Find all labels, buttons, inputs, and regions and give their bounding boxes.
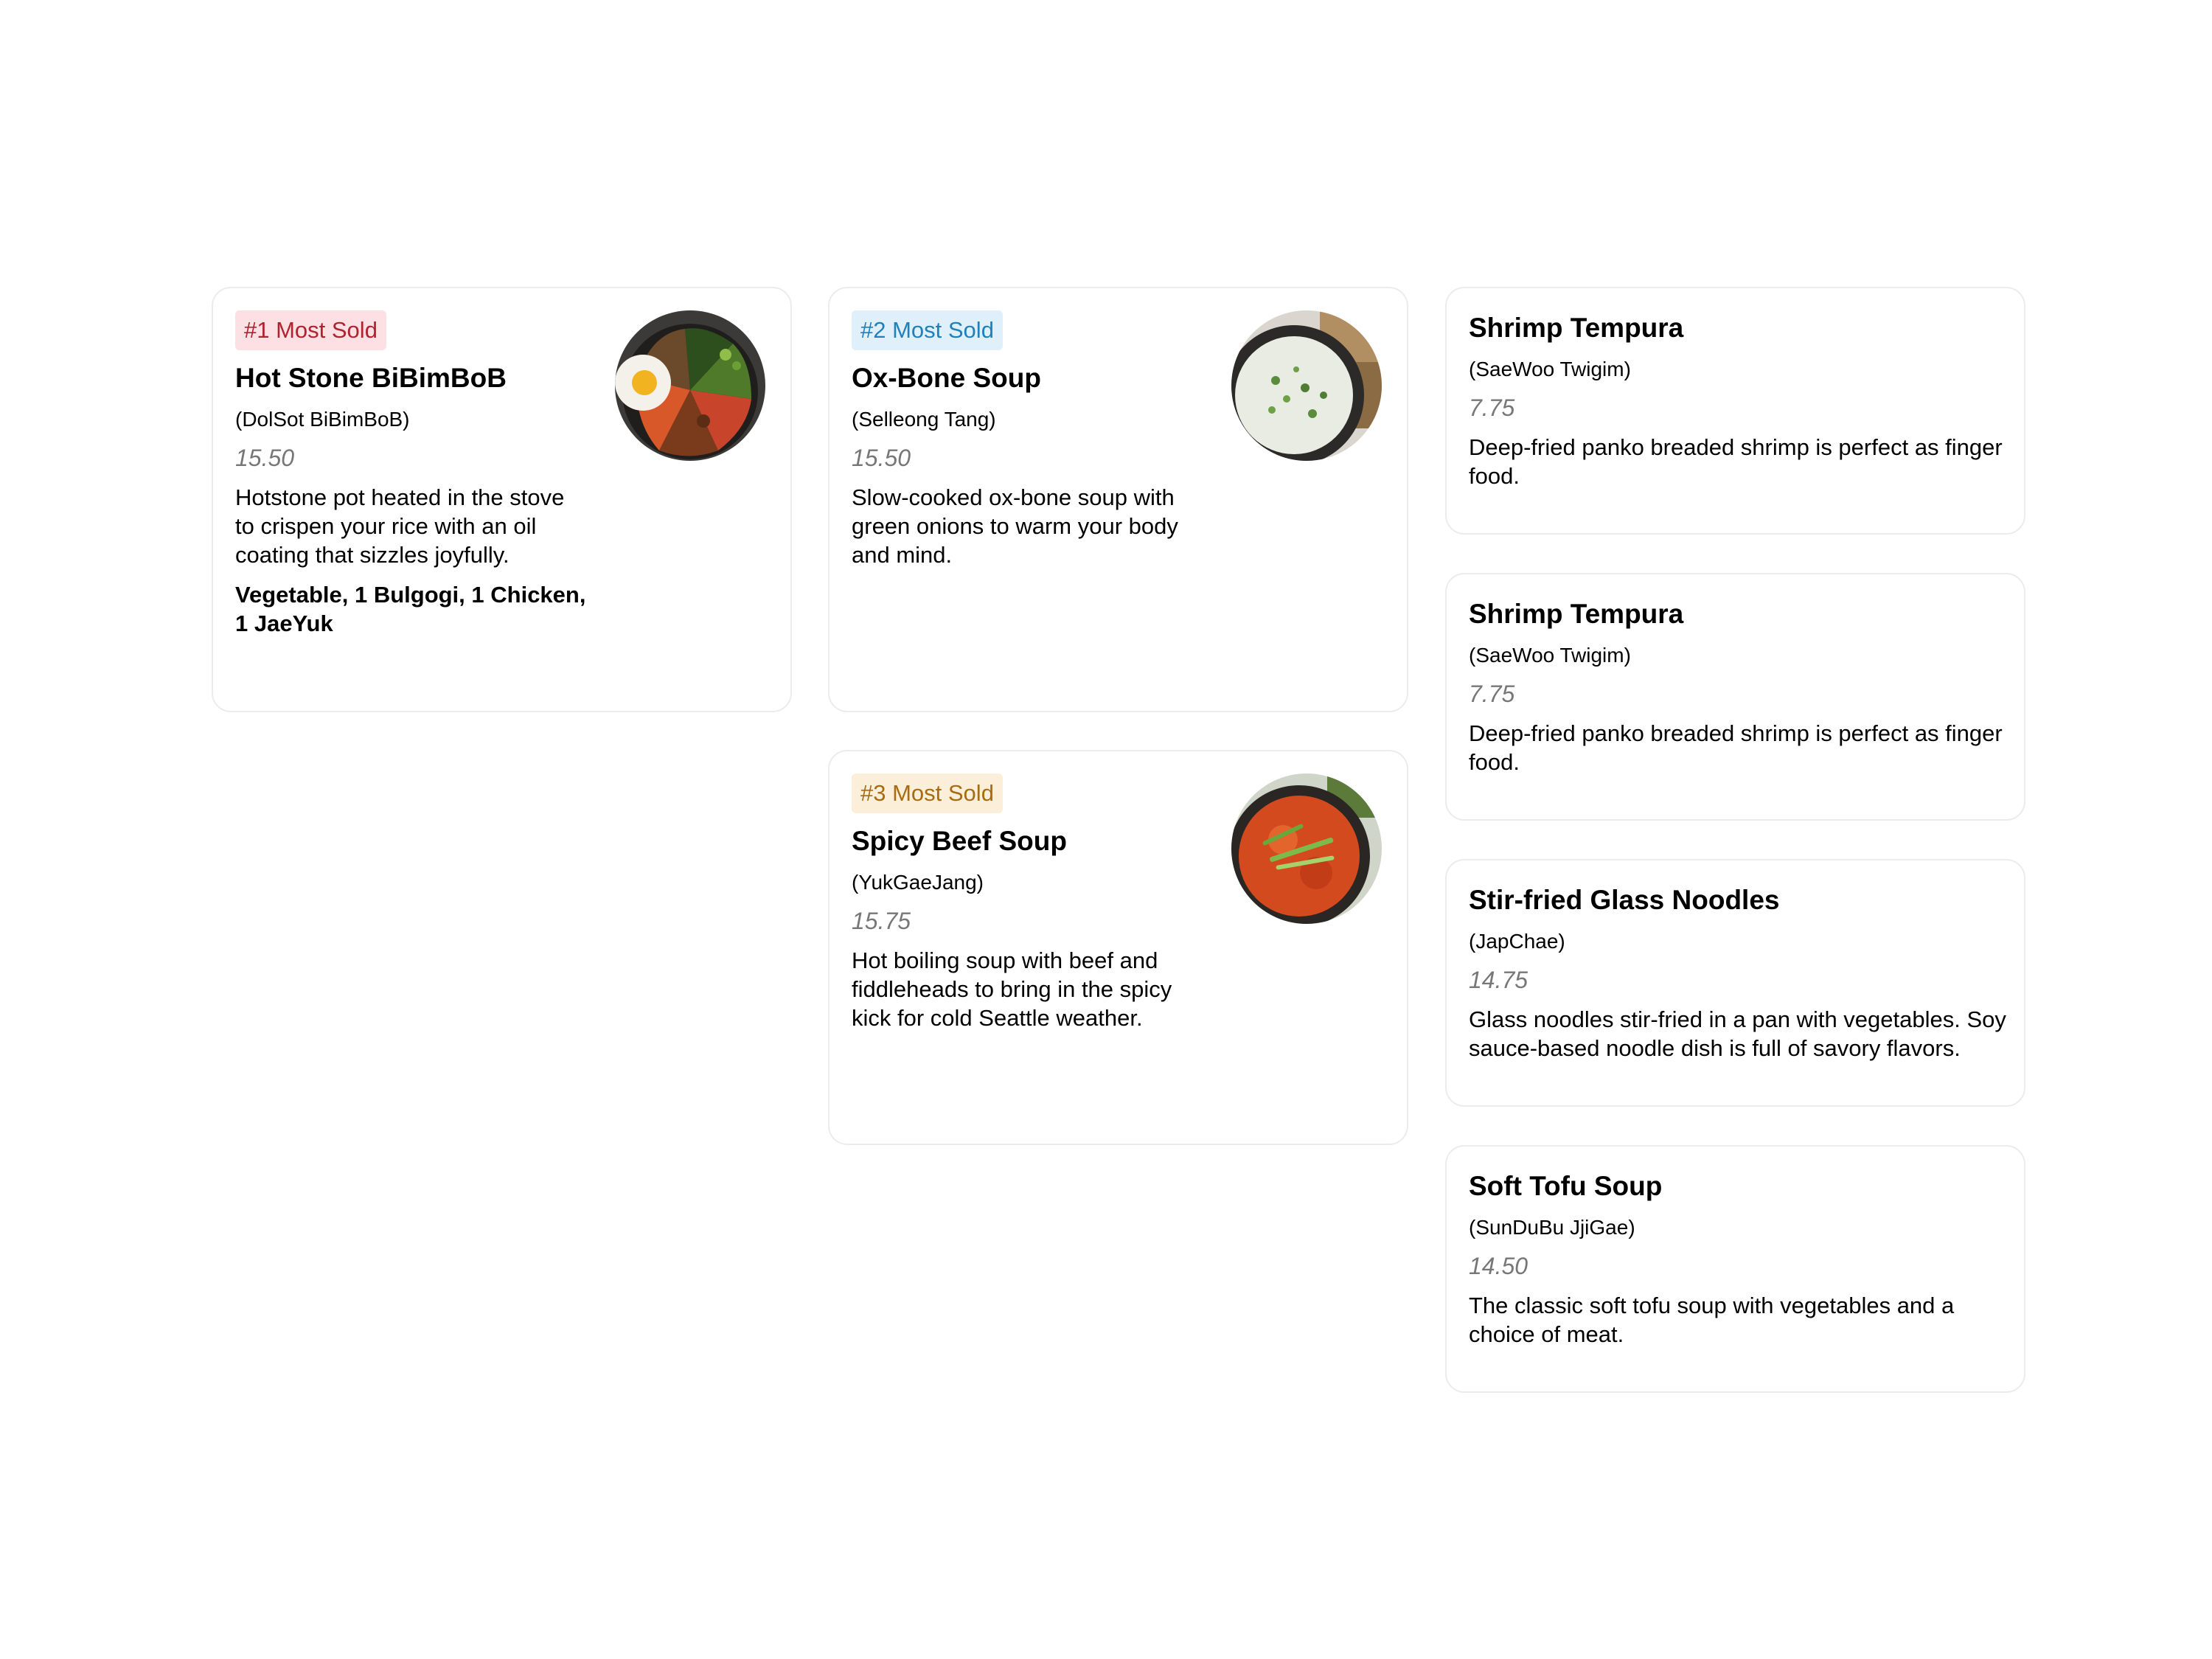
dish-price: 15.50 xyxy=(852,445,911,471)
menu-card-hot-stone-bibimbob[interactable] xyxy=(212,287,792,712)
most-sold-badge: #2 Most Sold xyxy=(852,310,1003,350)
dish-description: The classic soft tofu soup with vegetables and a choice of meat. xyxy=(1469,1293,1955,1347)
dish-price: 14.50 xyxy=(1469,1253,1528,1279)
dish-name: Hot Stone BiBimBoB xyxy=(235,363,507,393)
menu-card-shrimp-tempura[interactable] xyxy=(1445,573,2025,821)
dish-description: Slow-cooked ox-bone soup with green onions to warm your body and mind. xyxy=(852,484,1178,568)
dish-description: Deep-fried panko breaded shrimp is perfect as finger food. xyxy=(1469,434,2003,489)
menu-card-shrimp-tempura[interactable] xyxy=(1445,287,2025,535)
dish-description: Hotstone pot heated in the stove to crispen your rice with an oil coating that sizzles joyfully. xyxy=(235,484,565,568)
dish-name: Shrimp Tempura xyxy=(1469,599,1684,629)
dish-korean-name: (SunDuBu JjiGae) xyxy=(1469,1216,1635,1239)
dish-name: Ox-Bone Soup xyxy=(852,363,1041,393)
dish-korean-name: (Selleong Tang) xyxy=(852,408,996,431)
dish-options: Vegetable, 1 Bulgogi, 1 Chicken, 1 JaeYuk xyxy=(235,582,586,636)
dish-price: 7.75 xyxy=(1469,394,1515,421)
dish-price: 7.75 xyxy=(1469,681,1515,707)
dish-description: Glass noodles stir-fried in a pan with vegetables. Soy sauce-based noodle dish is full of savory flavors. xyxy=(1469,1006,2006,1061)
most-sold-badge: #3 Most Sold xyxy=(852,773,1003,813)
menu-card-ox-bone-soup[interactable] xyxy=(828,287,1408,712)
dish-description: Hot boiling soup with beef and fiddleheads to bring in the spicy kick for cold Seattle weather. xyxy=(852,947,1172,1031)
spicy-beef-soup-photo xyxy=(1231,773,1382,924)
dish-price: 15.75 xyxy=(852,908,911,934)
dish-price: 14.75 xyxy=(1469,967,1528,993)
bibimbap-photo xyxy=(615,310,765,461)
dish-korean-name: (SaeWoo Twigim) xyxy=(1469,644,1631,667)
dish-price: 15.50 xyxy=(235,445,295,471)
dish-name: Spicy Beef Soup xyxy=(852,826,1067,856)
menu-card-soft-tofu-soup[interactable] xyxy=(1445,1145,2025,1393)
menu-card-stir-fried-glass-noodles[interactable] xyxy=(1445,859,2025,1107)
dish-korean-name: (DolSot BiBimBoB) xyxy=(235,408,410,431)
dish-name: Soft Tofu Soup xyxy=(1469,1171,1663,1201)
dish-name: Shrimp Tempura xyxy=(1469,313,1684,343)
dish-korean-name: (SaeWoo Twigim) xyxy=(1469,358,1631,380)
most-sold-badge: #1 Most Sold xyxy=(235,310,386,350)
dish-korean-name: (JapChae) xyxy=(1469,930,1565,953)
ox-bone-soup-photo xyxy=(1231,310,1382,461)
menu-card-spicy-beef-soup[interactable] xyxy=(828,750,1408,1145)
dish-korean-name: (YukGaeJang) xyxy=(852,871,984,894)
dish-description: Deep-fried panko breaded shrimp is perfect as finger food. xyxy=(1469,720,2003,775)
dish-name: Stir-fried Glass Noodles xyxy=(1469,885,1780,915)
